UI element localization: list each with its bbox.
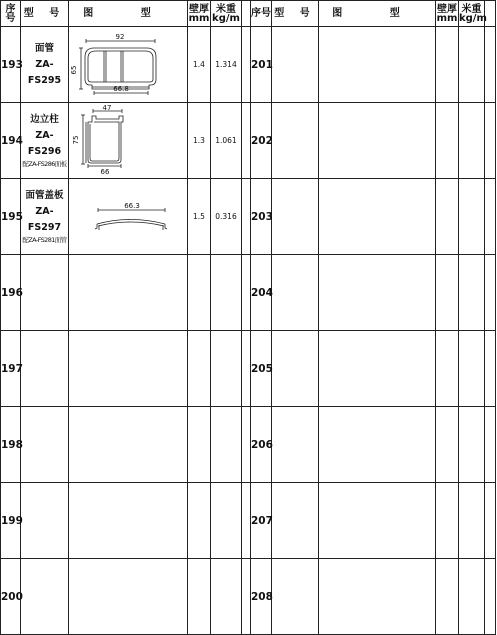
wall-thickness-cell [436, 255, 459, 331]
spacer-cell [485, 407, 496, 483]
weight-cell [459, 179, 485, 255]
wall-thickness-cell [436, 559, 459, 635]
profile-name: 边立柱 [30, 114, 59, 125]
profile-drawing-cell [69, 407, 188, 483]
wall-thickness-cell [188, 559, 211, 635]
profile-drawing-cell [319, 483, 436, 559]
spacer-cell [485, 559, 496, 635]
spacer-cell [485, 255, 496, 331]
profile-drawing-cell [319, 559, 436, 635]
weight-cell: 1.061 [211, 103, 242, 179]
seq-cell: 204 [251, 255, 272, 331]
weight-cell [459, 559, 485, 635]
wall-thickness-cell [436, 103, 459, 179]
profile-drawing-cell [69, 103, 188, 179]
profile-drawing-cell [69, 331, 188, 407]
model-cell [21, 179, 69, 255]
wall-thickness-cell [188, 407, 211, 483]
model-cell [272, 331, 319, 407]
wall-thickness-cell: 1.4 [188, 27, 211, 103]
weight-cell [211, 331, 242, 407]
table-row [1, 255, 496, 331]
model-cell [272, 559, 319, 635]
spacer-cell [242, 559, 251, 635]
spacer-cell [485, 179, 496, 255]
profile-name: 面管盖板 [25, 190, 64, 201]
model-cell [21, 103, 69, 179]
table-row [1, 27, 496, 103]
header-weight-per-meter: 米重 kg/m [459, 1, 485, 27]
wall-thickness-cell: 1.5 [188, 179, 211, 255]
seq-cell: 196 [1, 255, 21, 331]
profile-drawing-cell [69, 255, 188, 331]
spacer-cell [242, 407, 251, 483]
profile-code: ZA-FS295 [27, 58, 62, 86]
weight-cell [459, 483, 485, 559]
header-model: 型 号 [21, 1, 69, 27]
seq-cell: 194 [1, 103, 21, 179]
spacer-cell [242, 103, 251, 179]
weight-cell: 0.316 [211, 179, 242, 255]
table-row [1, 407, 496, 483]
face-tube-profile-drawing [72, 32, 184, 98]
profile-drawing-cell [69, 559, 188, 635]
header-wall-thickness: 壁厚 mm [436, 1, 459, 27]
wall-thickness-cell [436, 27, 459, 103]
model-cell [21, 559, 69, 635]
table-row [1, 103, 496, 179]
model-cell [272, 179, 319, 255]
profile-drawing-cell [319, 27, 436, 103]
spacer-cell [242, 179, 251, 255]
wall-thickness-cell [436, 483, 459, 559]
table-row [1, 331, 496, 407]
profile-drawing-cell [69, 483, 188, 559]
spacer-cell [242, 255, 251, 331]
dimension-label: 66 [100, 167, 110, 176]
model-cell [272, 483, 319, 559]
profile-drawing-cell [319, 331, 436, 407]
table-row [1, 179, 496, 255]
weight-cell [211, 255, 242, 331]
profile-name: 面管 [34, 42, 54, 54]
spacer-cell [242, 483, 251, 559]
profile-note: 配ZA-FS281面管 [22, 236, 67, 244]
wall-thickness-cell: 1.3 [188, 103, 211, 179]
profile-note: 配ZA-FS286面板 [22, 160, 67, 168]
seq-cell: 208 [251, 559, 272, 635]
seq-cell: 206 [251, 407, 272, 483]
cover-plate-profile-drawing [72, 182, 184, 252]
model-cell [21, 483, 69, 559]
profile-drawing-cell [319, 103, 436, 179]
spacer-cell [485, 331, 496, 407]
seq-cell: 197 [1, 331, 21, 407]
profile-drawing-cell [319, 407, 436, 483]
spacer-cell [485, 483, 496, 559]
weight-cell [211, 559, 242, 635]
seq-cell: 195 [1, 179, 21, 255]
model-cell [21, 331, 69, 407]
header-row [1, 1, 496, 27]
header-figure: 图 型 [319, 1, 436, 27]
wall-thickness-cell [188, 331, 211, 407]
header-weight-per-meter: 米重 kg/m [211, 1, 242, 27]
table-row [1, 559, 496, 635]
dimension-label: 66.8 [113, 84, 129, 93]
seq-cell: 201 [251, 27, 272, 103]
model-cell [21, 27, 69, 103]
wall-thickness-cell [188, 255, 211, 331]
seq-cell: 202 [251, 103, 272, 179]
profile-code: ZA-FS297 [27, 206, 62, 233]
seq-cell: 200 [1, 559, 21, 635]
header-wall-thickness: 壁厚 mm [188, 1, 211, 27]
weight-cell [459, 407, 485, 483]
weight-cell [211, 407, 242, 483]
seq-cell: 199 [1, 483, 21, 559]
dimension-label: 66.3 [124, 201, 140, 210]
header-seq: 序号 [251, 1, 272, 27]
seq-cell: 205 [251, 331, 272, 407]
header-model: 型 号 [272, 1, 319, 27]
weight-cell [211, 483, 242, 559]
weight-cell [459, 103, 485, 179]
header-figure: 图 型 [69, 1, 188, 27]
side-column-profile-drawing [72, 103, 184, 176]
dimension-label: 75 [72, 135, 80, 144]
seq-cell: 203 [251, 179, 272, 255]
spacer-cell [485, 103, 496, 179]
spacer-cell [242, 27, 251, 103]
weight-cell: 1.314 [211, 27, 242, 103]
table-row [1, 483, 496, 559]
weight-cell [459, 27, 485, 103]
model-cell [272, 407, 319, 483]
profile-drawing-cell [69, 27, 188, 103]
spacer-cell [242, 331, 251, 407]
seq-cell: 198 [1, 407, 21, 483]
dimension-label: 65 [70, 65, 78, 74]
model-cell [272, 27, 319, 103]
profile-code: ZA-FS296 [27, 130, 62, 157]
dimension-label: 92 [115, 32, 125, 41]
seq-cell: 207 [251, 483, 272, 559]
wall-thickness-cell [436, 179, 459, 255]
profile-drawing-cell [69, 179, 188, 255]
header-spacer [242, 1, 251, 27]
wall-thickness-cell [436, 331, 459, 407]
seq-cell: 193 [1, 27, 21, 103]
profile-drawing-cell [319, 179, 436, 255]
spacer-cell [485, 27, 496, 103]
weight-cell [459, 331, 485, 407]
model-cell [21, 255, 69, 331]
header-seq: 序号 [1, 1, 21, 27]
model-cell [272, 255, 319, 331]
dimension-label: 47 [102, 103, 112, 112]
weight-cell [459, 255, 485, 331]
wall-thickness-cell [436, 407, 459, 483]
wall-thickness-cell [188, 483, 211, 559]
profile-drawing-cell [319, 255, 436, 331]
model-cell [21, 407, 69, 483]
model-cell [272, 103, 319, 179]
